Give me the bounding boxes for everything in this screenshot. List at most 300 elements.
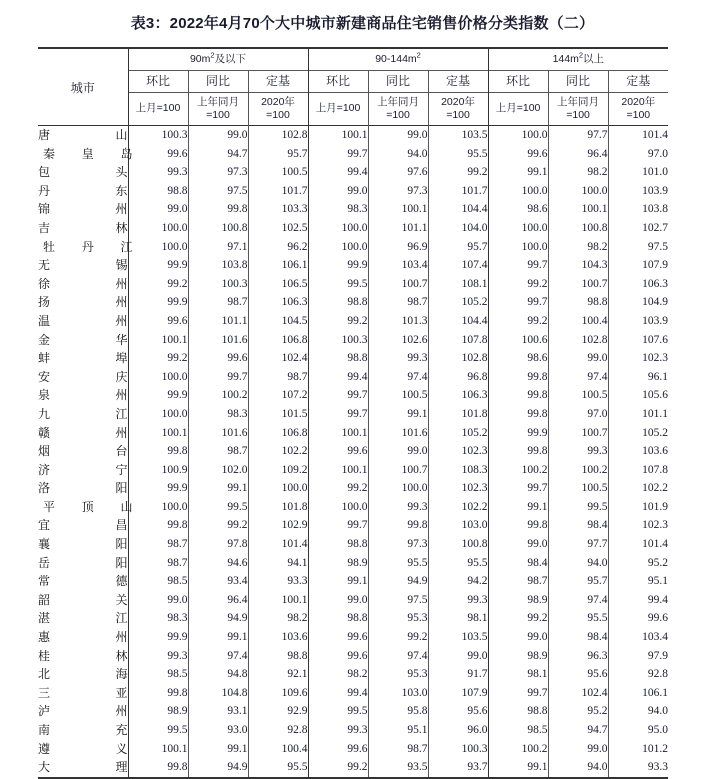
value-cell: 100.6 <box>488 331 548 350</box>
city-name-char: 惠 <box>38 630 51 645</box>
table-row <box>38 628 668 647</box>
value-cell: 103.3 <box>248 200 308 219</box>
city-name-cell <box>38 368 128 387</box>
header-base-2-0-l1: 上月=100 <box>495 102 541 115</box>
value-cell: 99.8 <box>488 405 548 424</box>
value-cell: 105.2 <box>428 424 488 443</box>
city-name-char: 德 <box>115 574 128 589</box>
value-cell: 99.3 <box>548 442 608 461</box>
value-cell: 107.6 <box>608 331 668 350</box>
value-cell: 102.8 <box>548 331 608 350</box>
value-cell: 99.1 <box>488 758 548 778</box>
value-cell: 98.2 <box>548 163 608 182</box>
value-cell: 101.1 <box>368 219 428 238</box>
value-cell: 98.9 <box>308 554 368 573</box>
value-cell: 98.7 <box>188 442 248 461</box>
header-group-1 <box>308 48 488 71</box>
city-name-char: 台 <box>115 444 128 459</box>
value-cell: 97.6 <box>368 163 428 182</box>
value-cell: 94.7 <box>548 721 608 740</box>
city-name-char: 理 <box>115 760 128 775</box>
city-name-char: 林 <box>115 220 128 235</box>
value-cell: 99.1 <box>308 572 368 591</box>
value-cell: 99.2 <box>428 163 488 182</box>
table-row <box>38 591 668 610</box>
city-name-cell <box>38 200 128 219</box>
city-name <box>38 424 128 443</box>
header-row-group <box>38 48 668 71</box>
value-cell: 98.8 <box>308 609 368 628</box>
city-name <box>38 238 138 257</box>
city-name-cell <box>38 349 128 368</box>
value-cell: 102.9 <box>248 516 308 535</box>
value-cell: 98.8 <box>248 647 308 666</box>
value-cell: 103.0 <box>428 516 488 535</box>
value-cell: 101.8 <box>428 405 488 424</box>
city-name <box>38 312 128 331</box>
value-cell: 101.9 <box>608 498 668 517</box>
value-cell: 94.1 <box>248 554 308 573</box>
city-name-char: 蚌 <box>38 351 51 366</box>
value-cell: 99.9 <box>488 424 548 443</box>
value-cell: 93.3 <box>248 572 308 591</box>
city-name-char: 常 <box>38 574 51 589</box>
value-cell: 99.2 <box>128 275 188 294</box>
value-cell: 95.0 <box>608 721 668 740</box>
city-name-char: 江 <box>115 406 128 421</box>
value-cell: 103.9 <box>608 312 668 331</box>
value-cell: 93.0 <box>188 721 248 740</box>
value-cell: 97.8 <box>188 535 248 554</box>
table-row <box>38 647 668 666</box>
value-cell: 99.6 <box>128 145 188 164</box>
city-name-char: 州 <box>115 276 128 291</box>
value-cell: 96.3 <box>548 647 608 666</box>
value-cell: 92.8 <box>608 665 668 684</box>
value-cell: 101.7 <box>428 182 488 201</box>
city-name <box>38 275 128 294</box>
value-cell: 98.7 <box>128 535 188 554</box>
header-group-2-sup: 2 <box>578 50 584 60</box>
value-cell: 102.7 <box>608 219 668 238</box>
table-row <box>38 758 668 778</box>
value-cell: 99.6 <box>608 609 668 628</box>
value-cell: 94.7 <box>188 145 248 164</box>
value-cell: 99.1 <box>188 740 248 759</box>
table-row <box>38 516 668 535</box>
value-cell: 107.4 <box>428 256 488 275</box>
header-base-1-2-l2: =100 <box>446 109 470 121</box>
value-cell: 102.5 <box>248 219 308 238</box>
value-cell: 101.8 <box>248 498 308 517</box>
value-cell: 106.3 <box>428 386 488 405</box>
value-cell: 92.9 <box>248 702 308 721</box>
value-cell: 96.4 <box>548 145 608 164</box>
value-cell: 99.7 <box>488 479 548 498</box>
value-cell: 101.0 <box>608 163 668 182</box>
city-name <box>38 498 138 517</box>
value-cell: 100.5 <box>368 386 428 405</box>
table-row <box>38 684 668 703</box>
value-cell: 103.0 <box>368 684 428 703</box>
city-name-cell <box>38 740 128 759</box>
value-cell: 92.1 <box>248 665 308 684</box>
value-cell: 100.0 <box>488 126 548 145</box>
value-cell: 96.8 <box>428 368 488 387</box>
value-cell: 92.8 <box>248 721 308 740</box>
city-name-char: 济 <box>38 462 51 477</box>
city-name-cell <box>38 126 128 145</box>
value-cell: 99.8 <box>128 758 188 778</box>
value-cell: 95.7 <box>248 145 308 164</box>
city-name-cell <box>38 665 128 684</box>
value-cell: 98.6 <box>488 200 548 219</box>
value-cell: 99.9 <box>308 256 368 275</box>
value-cell: 95.7 <box>548 572 608 591</box>
value-cell: 100.0 <box>128 238 188 257</box>
value-cell: 100.1 <box>128 331 188 350</box>
value-cell: 98.8 <box>308 293 368 312</box>
value-cell: 97.3 <box>368 535 428 554</box>
value-cell: 99.6 <box>308 647 368 666</box>
value-cell: 98.7 <box>128 554 188 573</box>
city-name-char: 丹 <box>38 183 51 198</box>
value-cell: 104.4 <box>428 312 488 331</box>
value-cell: 97.0 <box>608 145 668 164</box>
value-cell: 98.2 <box>248 609 308 628</box>
value-cell: 100.0 <box>128 219 188 238</box>
value-cell: 99.2 <box>128 349 188 368</box>
city-name <box>38 684 128 703</box>
city-name-char: 牡 <box>43 239 56 254</box>
value-cell: 100.3 <box>128 126 188 145</box>
table-row <box>38 145 668 164</box>
value-cell: 99.8 <box>488 368 548 387</box>
city-name-char: 岳 <box>38 555 51 570</box>
header-base-2-1-l2: =100 <box>566 109 590 121</box>
header-kind-0-1: 同比 <box>188 71 248 93</box>
value-cell: 108.3 <box>428 461 488 480</box>
value-cell: 98.5 <box>488 721 548 740</box>
header-base-0-1-l2: =100 <box>206 109 230 121</box>
value-cell: 103.4 <box>368 256 428 275</box>
value-cell: 99.3 <box>428 591 488 610</box>
value-cell: 97.1 <box>188 238 248 257</box>
value-cell: 97.7 <box>548 126 608 145</box>
city-name-char: 岛 <box>120 146 133 161</box>
city-name-char: 充 <box>115 723 128 737</box>
header-group-0-sup: 2 <box>210 50 215 60</box>
value-cell: 102.8 <box>428 349 488 368</box>
header-kind-1-0: 环比 <box>308 71 368 93</box>
city-name <box>38 182 128 201</box>
city-name-char: 烟 <box>38 444 51 459</box>
header-base-0-2-l2: =100 <box>266 109 290 121</box>
header-kind-1-1: 同比 <box>368 71 428 93</box>
value-cell: 99.5 <box>188 498 248 517</box>
city-name <box>38 609 128 628</box>
value-cell: 99.8 <box>128 684 188 703</box>
value-cell: 107.9 <box>428 684 488 703</box>
value-cell: 99.3 <box>128 163 188 182</box>
city-name-char: 徐 <box>38 276 51 291</box>
value-cell: 99.1 <box>188 628 248 647</box>
value-cell: 103.5 <box>428 628 488 647</box>
value-cell: 98.1 <box>428 609 488 628</box>
value-cell: 99.0 <box>548 349 608 368</box>
table-row <box>38 721 668 740</box>
value-cell: 100.2 <box>488 740 548 759</box>
city-name-char: 州 <box>115 704 128 719</box>
city-name-char: 庆 <box>115 369 128 384</box>
index-table-container <box>38 47 668 779</box>
city-name-cell <box>38 182 128 201</box>
city-name <box>38 721 128 740</box>
value-cell: 94.6 <box>188 554 248 573</box>
value-cell: 107.2 <box>248 386 308 405</box>
value-cell: 105.6 <box>608 386 668 405</box>
table-row <box>38 740 668 759</box>
value-cell: 97.9 <box>608 647 668 666</box>
value-cell: 98.7 <box>488 572 548 591</box>
city-name-char: 秦 <box>43 146 56 161</box>
value-cell: 95.3 <box>368 665 428 684</box>
city-name-char: 阳 <box>115 537 128 552</box>
value-cell: 98.4 <box>488 554 548 573</box>
city-name-char: 锦 <box>38 202 51 217</box>
table-row <box>38 405 668 424</box>
value-cell: 99.4 <box>308 368 368 387</box>
value-cell: 99.0 <box>368 442 428 461</box>
value-cell: 99.5 <box>548 498 608 517</box>
value-cell: 98.7 <box>248 368 308 387</box>
value-cell: 101.4 <box>248 535 308 554</box>
city-name-char: 州 <box>115 202 128 217</box>
value-cell: 102.3 <box>608 516 668 535</box>
value-cell: 99.5 <box>308 275 368 294</box>
city-name-cell <box>38 256 128 275</box>
value-cell: 100.2 <box>188 386 248 405</box>
value-cell: 99.2 <box>368 628 428 647</box>
city-name <box>38 572 128 591</box>
value-cell: 94.9 <box>188 609 248 628</box>
value-cell: 95.5 <box>428 145 488 164</box>
value-cell: 100.0 <box>488 219 548 238</box>
value-cell: 99.6 <box>488 145 548 164</box>
value-cell: 94.0 <box>368 145 428 164</box>
table-row <box>38 312 668 331</box>
value-cell: 100.4 <box>248 740 308 759</box>
table-row <box>38 275 668 294</box>
value-cell: 100.7 <box>368 275 428 294</box>
city-name-cell <box>38 702 128 721</box>
value-cell: 100.1 <box>128 740 188 759</box>
header-city-label: 城市 <box>38 48 128 126</box>
city-name-cell <box>38 721 128 740</box>
value-cell: 103.6 <box>248 628 308 647</box>
city-name <box>38 331 128 350</box>
city-name-char: 阳 <box>115 555 128 570</box>
value-cell: 95.2 <box>608 554 668 573</box>
value-cell: 98.7 <box>188 293 248 312</box>
city-name <box>38 256 128 275</box>
value-cell: 104.8 <box>188 684 248 703</box>
value-cell: 106.5 <box>248 275 308 294</box>
table-row <box>38 200 668 219</box>
value-cell: 95.1 <box>608 572 668 591</box>
city-name <box>38 126 128 145</box>
value-cell: 100.9 <box>128 461 188 480</box>
value-cell: 103.6 <box>608 442 668 461</box>
header-kind-2-2: 定基 <box>608 71 668 93</box>
value-cell: 94.9 <box>368 572 428 591</box>
city-name-char: 昌 <box>115 518 128 533</box>
value-cell: 97.5 <box>368 591 428 610</box>
value-cell: 102.2 <box>428 498 488 517</box>
table-row <box>38 293 668 312</box>
value-cell: 98.8 <box>128 182 188 201</box>
table-row <box>38 702 668 721</box>
city-name-char: 平 <box>43 499 56 514</box>
value-cell: 101.6 <box>368 424 428 443</box>
city-name-char: 湛 <box>38 611 51 626</box>
value-cell: 106.8 <box>248 331 308 350</box>
table-row <box>38 442 668 461</box>
city-name <box>38 145 138 164</box>
value-cell: 97.4 <box>548 591 608 610</box>
value-cell: 100.7 <box>368 461 428 480</box>
value-cell: 94.0 <box>548 554 608 573</box>
city-name-cell <box>38 516 128 535</box>
value-cell: 100.8 <box>548 219 608 238</box>
value-cell: 101.1 <box>608 405 668 424</box>
value-cell: 97.3 <box>368 182 428 201</box>
value-cell: 95.5 <box>548 609 608 628</box>
value-cell: 106.3 <box>248 293 308 312</box>
value-cell: 98.6 <box>488 349 548 368</box>
value-cell: 99.6 <box>308 740 368 759</box>
value-cell: 102.2 <box>248 442 308 461</box>
city-name-char: 亚 <box>115 685 128 700</box>
city-name-char: 三 <box>38 685 51 700</box>
city-name-cell <box>38 591 128 610</box>
city-name <box>38 702 128 721</box>
value-cell: 93.7 <box>428 758 488 778</box>
value-cell: 99.7 <box>188 368 248 387</box>
table-row <box>38 479 668 498</box>
value-cell: 100.0 <box>128 405 188 424</box>
value-cell: 100.7 <box>548 424 608 443</box>
value-cell: 99.4 <box>608 591 668 610</box>
value-cell: 97.7 <box>548 535 608 554</box>
value-cell: 99.3 <box>128 647 188 666</box>
city-name-char: 江 <box>115 611 128 626</box>
city-name <box>38 554 128 573</box>
city-name-char: 襄 <box>38 537 51 552</box>
value-cell: 104.0 <box>428 219 488 238</box>
value-cell: 107.9 <box>608 256 668 275</box>
city-name-char: 北 <box>38 667 51 682</box>
value-cell: 107.8 <box>608 461 668 480</box>
city-name-char: 宁 <box>115 462 128 477</box>
city-name-char: 泸 <box>38 704 51 719</box>
value-cell: 100.0 <box>488 238 548 257</box>
value-cell: 96.9 <box>368 238 428 257</box>
table-row <box>38 182 668 201</box>
value-cell: 99.2 <box>308 479 368 498</box>
header-base-2-2 <box>608 93 668 126</box>
city-name-char: 洛 <box>38 481 51 496</box>
value-cell: 99.6 <box>308 628 368 647</box>
city-name <box>38 758 128 777</box>
city-name-cell <box>38 238 133 257</box>
value-cell: 99.2 <box>488 312 548 331</box>
value-cell: 95.5 <box>368 554 428 573</box>
value-cell: 99.8 <box>128 442 188 461</box>
value-cell: 98.5 <box>128 665 188 684</box>
city-name-char: 头 <box>115 165 128 180</box>
city-name-char: 吉 <box>38 220 51 235</box>
value-cell: 99.0 <box>368 126 428 145</box>
value-cell: 100.1 <box>308 461 368 480</box>
value-cell: 105.2 <box>608 424 668 443</box>
value-cell: 95.6 <box>428 702 488 721</box>
value-cell: 99.1 <box>368 405 428 424</box>
value-cell: 99.0 <box>488 535 548 554</box>
value-cell: 99.7 <box>308 405 368 424</box>
city-name <box>38 349 128 368</box>
value-cell: 93.5 <box>368 758 428 778</box>
header-kind-1-2: 定基 <box>428 71 488 93</box>
table-row <box>38 256 668 275</box>
city-name-char: 州 <box>115 313 128 328</box>
city-name-cell <box>38 442 128 461</box>
value-cell: 100.5 <box>248 163 308 182</box>
value-cell: 105.2 <box>428 293 488 312</box>
header-base-1-0 <box>308 93 368 126</box>
value-cell: 101.5 <box>248 405 308 424</box>
value-cell: 100.4 <box>548 312 608 331</box>
city-name-char: 埠 <box>115 351 128 366</box>
city-name-char: 华 <box>115 332 128 347</box>
city-name-cell <box>38 758 128 778</box>
table-row <box>38 461 668 480</box>
city-name-char: 关 <box>115 592 128 607</box>
header-base-1-1 <box>368 93 428 126</box>
value-cell: 100.1 <box>128 424 188 443</box>
value-cell: 100.0 <box>368 479 428 498</box>
value-cell: 99.8 <box>488 386 548 405</box>
city-name-cell <box>38 628 128 647</box>
value-cell: 99.6 <box>128 312 188 331</box>
value-cell: 98.9 <box>128 702 188 721</box>
city-name-char: 赣 <box>38 425 51 440</box>
header-group-2-prefix: 144m <box>552 52 579 65</box>
header-group-2-suffix: 以上 <box>583 52 605 65</box>
value-cell: 101.1 <box>188 312 248 331</box>
value-cell: 99.9 <box>128 386 188 405</box>
city-name-char: 州 <box>115 388 128 403</box>
value-cell: 109.2 <box>248 461 308 480</box>
value-cell: 94.2 <box>428 572 488 591</box>
city-name-char: 州 <box>115 295 128 310</box>
header-group-0 <box>128 48 308 71</box>
value-cell: 101.6 <box>188 331 248 350</box>
value-cell: 98.9 <box>488 591 548 610</box>
value-cell: 98.4 <box>548 628 608 647</box>
value-cell: 101.4 <box>608 126 668 145</box>
header-base-0-1 <box>188 93 248 126</box>
